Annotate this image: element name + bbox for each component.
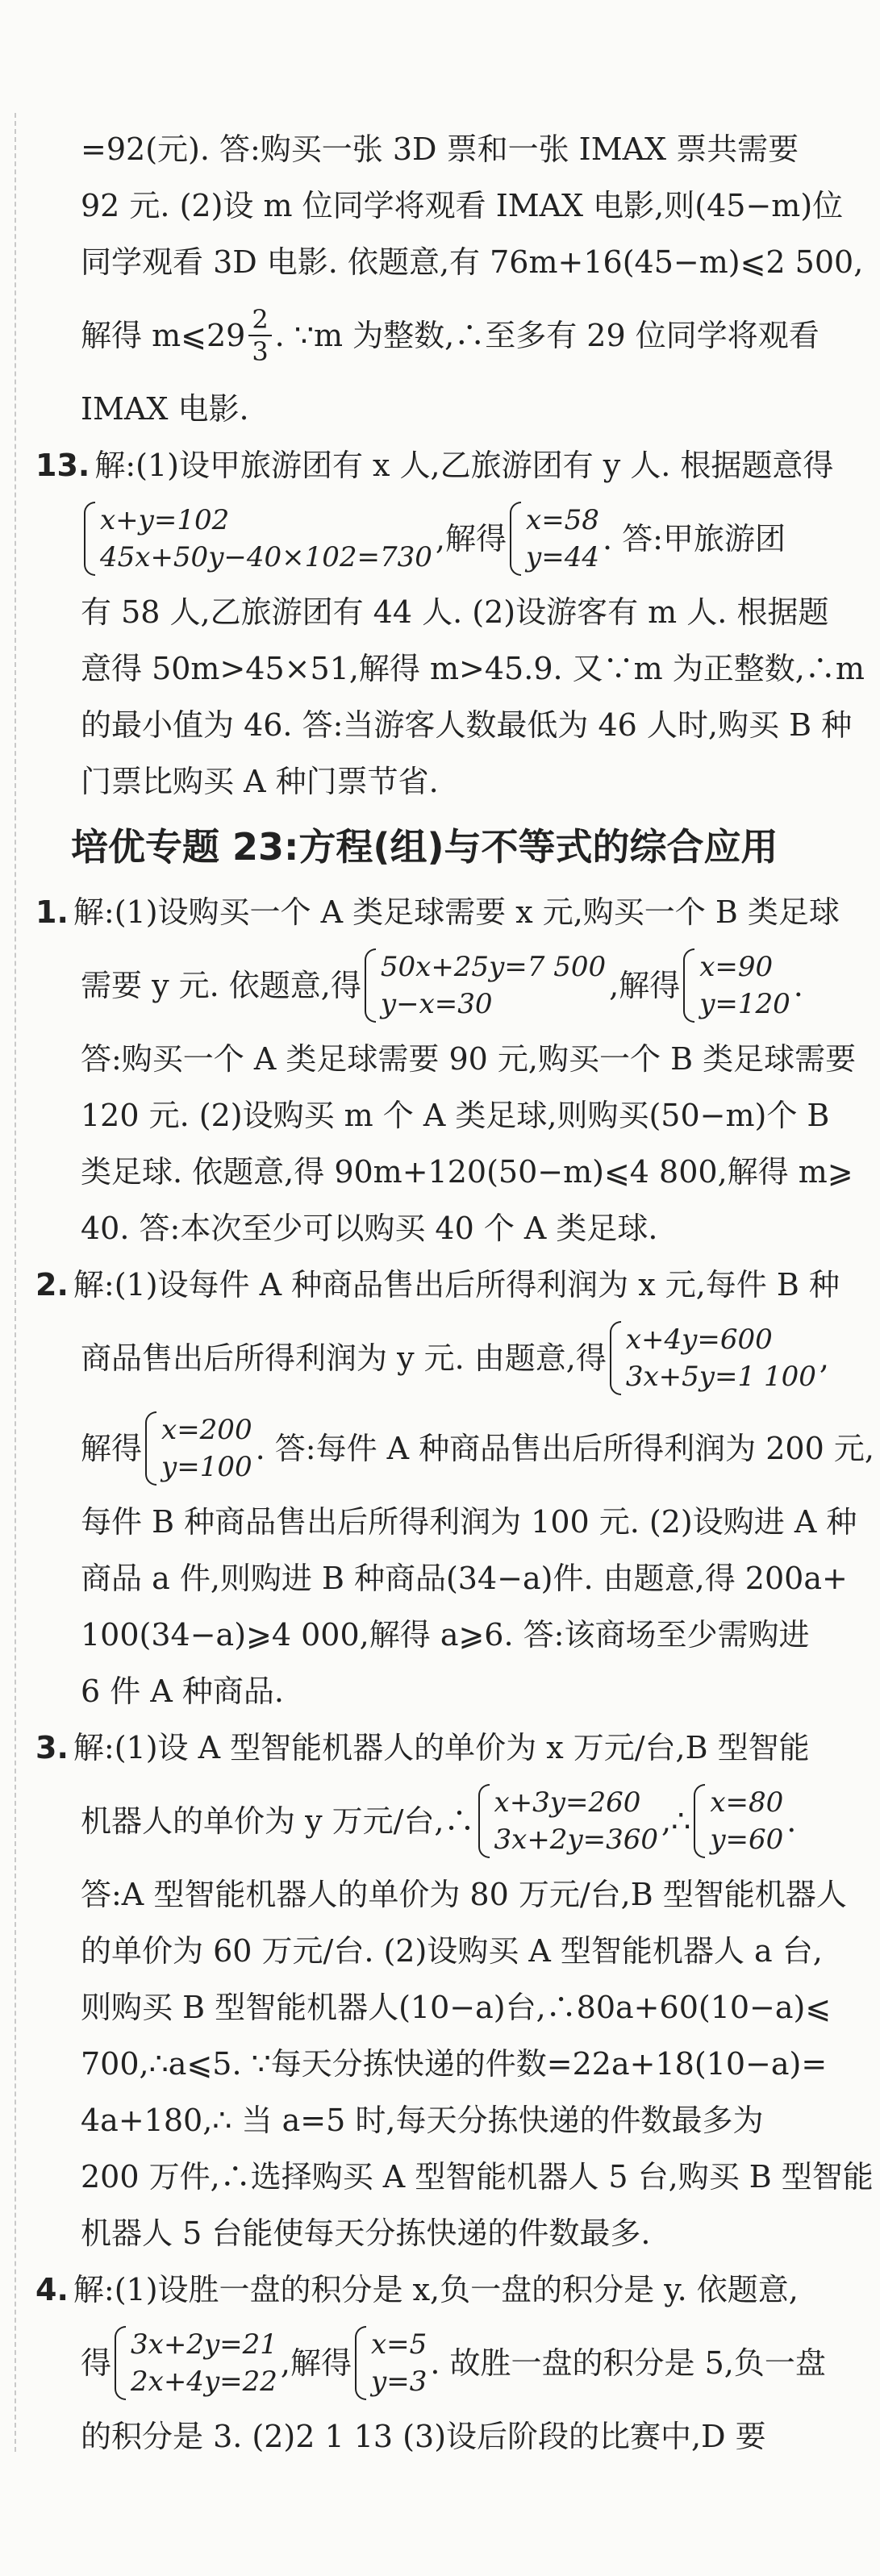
equation-line <box>35 1776 850 1866</box>
equation-line <box>35 2318 850 2408</box>
problem-3-line <box>35 1719 850 1776</box>
text-fragment: . 答:甲旅游团 <box>602 521 786 556</box>
problem-number: 1. <box>35 894 69 930</box>
text-fragment: ,∴ <box>661 1803 691 1839</box>
fraction-denominator: 3 <box>252 336 269 367</box>
equation: x=80 <box>710 1786 784 1819</box>
binding-margin-line <box>15 113 16 2452</box>
text-line: 同学观看 3D 电影. 依题意,有 76m+16(45−m)⩽2 500, <box>81 244 864 280</box>
text-fragment: 得 <box>81 2345 112 2381</box>
text-line: 120 元. (2)设购买 m 个 A 类足球,则购买(50−m)个 B <box>81 1098 830 1133</box>
text-fragment: 商品售出后所得利润为 y 元. 由题意,得 <box>81 1340 607 1376</box>
fraction <box>248 304 271 367</box>
equation-system <box>478 1784 659 1858</box>
text-line <box>35 290 850 381</box>
text-line: 则购买 B 型智能机器人(10−a)台,∴80a+60(10−a)⩽ <box>81 1990 832 2025</box>
equation: y−x=30 <box>380 988 493 1020</box>
text-fragment: 解:(1)设每件 A 种商品售出后所得利润为 x 元,每件 B 种 <box>73 1267 840 1303</box>
text-line: 机器人 5 台能使每天分拣快递的件数最多. <box>81 2215 651 2251</box>
left-brace <box>478 1784 490 1858</box>
text-line: 门票比购买 A 种门票节省. <box>81 764 439 799</box>
equation-system <box>145 1411 252 1486</box>
text-fragment: . 故胜一盘的积分是 5,负一盘 <box>430 2345 826 2381</box>
equation: y=60 <box>710 1824 784 1856</box>
equation-line <box>35 940 850 1031</box>
text-line: 每件 B 种商品售出后所得利润为 100 元. (2)设购进 A 种 <box>81 1504 857 1540</box>
text-line: 92 元. (2)设 m 位同学将观看 IMAX 电影,则(45−m)位 <box>81 188 844 223</box>
text-line: 200 万件,∴选择购买 A 型智能机器人 5 台,购买 B 型智能 <box>81 2159 874 2195</box>
equation-system <box>355 2326 427 2400</box>
left-brace <box>694 1784 705 1858</box>
equation: y=120 <box>699 988 790 1020</box>
equation: y=3 <box>371 2366 427 2398</box>
text-line: 商品 a 件,则购进 B 种商品(34−a)件. 由题意,得 200a+ <box>81 1561 848 1596</box>
text-line: 的最小值为 46. 答:当游客人数最低为 46 人时,购买 B 种 <box>81 707 853 743</box>
text-fragment: 解:(1)设胜一盘的积分是 x,负一盘的积分是 y. 依题意, <box>73 2272 799 2307</box>
left-brace <box>145 1411 156 1486</box>
equation: y=44 <box>526 541 599 573</box>
text-fragment: ,解得 <box>280 2345 352 2381</box>
text-line: 的积分是 3. (2)2 1 13 (3)设后阶段的比赛中,D 要 <box>81 2419 766 2454</box>
problem-4-line <box>35 2261 850 2318</box>
text-fragment: . <box>786 1803 797 1839</box>
text-fragment: 解得 <box>81 1431 143 1466</box>
text-fragment: 解:(1)设甲旅游团有 x 人,乙旅游团有 y 人. 根据题意得 <box>94 448 834 483</box>
problem-13-line <box>35 437 850 494</box>
equation: 50x+25y=7 500 <box>380 951 607 983</box>
equation-system <box>510 502 599 576</box>
text-fragment: ,解得 <box>609 968 681 1003</box>
left-brace <box>365 948 376 1023</box>
left-brace <box>84 502 95 576</box>
text-fragment: 解:(1)设 A 型智能机器人的单价为 x 万元/台,B 型智能 <box>73 1730 810 1765</box>
text-line: 答:A 型智能机器人的单价为 80 万元/台,B 型智能机器人 <box>81 1877 847 1912</box>
equation: 2x+4y=22 <box>131 2366 277 2398</box>
equation-system <box>610 1321 816 1395</box>
equation-system <box>84 502 432 576</box>
left-brace <box>683 948 694 1023</box>
text-line: IMAX 电影. <box>81 391 249 427</box>
answer-page <box>35 121 874 2465</box>
text-line: 700,∴a⩽5. ∵每天分拣快递的件数=22a+18(10−a)= <box>81 2046 828 2082</box>
text-line: 类足球. 依题意,得 90m+120(50−m)⩽4 800,解得 m⩾ <box>81 1154 853 1190</box>
equation: x+3y=260 <box>494 1786 641 1819</box>
left-brace <box>355 2326 366 2400</box>
text-line: 6 件 A 种商品. <box>81 1674 284 1709</box>
text-line: 答:购买一个 A 类足球需要 90 元,购买一个 B 类足球需要 <box>81 1041 857 1077</box>
text-line: 4a+180,∴ 当 a=5 时,每天分拣快递的件数最多为 <box>81 2103 764 2138</box>
left-brace <box>510 502 521 576</box>
section-title: 培优专题 23:方程(组)与不等式的综合应用 <box>71 825 778 869</box>
text-fragment: ,解得 <box>435 521 507 556</box>
equation-system <box>365 948 606 1023</box>
equation-line <box>35 494 850 584</box>
problem-2-line <box>35 1257 850 1313</box>
left-brace <box>115 2326 126 2400</box>
equation: 3x+2y=360 <box>494 1824 659 1856</box>
text-line: =92(元). 答:购买一张 3D 票和一张 IMAX 票共需要 <box>81 131 799 167</box>
problem-number: 13. <box>35 448 90 483</box>
text-fragment: , <box>819 1340 829 1376</box>
equation-system <box>694 1784 783 1858</box>
text-line: 100(34−a)⩾4 000,解得 a⩾6. 答:该商场至少需购进 <box>81 1617 810 1653</box>
text-line: 40. 答:本次至少可以购买 40 个 A 类足球. <box>81 1211 658 1246</box>
equation-line <box>35 1403 874 1494</box>
equation-system <box>683 948 790 1023</box>
equation: x+y=102 <box>100 504 230 536</box>
problem-number: 4. <box>35 2272 69 2307</box>
fraction-numerator: 2 <box>248 304 271 336</box>
problem-number: 2. <box>35 1267 69 1303</box>
text-fragment: . 答:每件 A 种商品售出后所得利润为 200 元, <box>255 1431 874 1466</box>
equation: x=200 <box>161 1414 252 1446</box>
text-line: 意得 50m>45×51,解得 m>45.9. 又∵m 为正整数,∴m <box>81 651 865 686</box>
problem-1-line <box>35 884 850 940</box>
problem-number: 3. <box>35 1730 69 1765</box>
text-fragment: . <box>793 968 803 1003</box>
equation: x=90 <box>699 951 774 983</box>
equation: x=58 <box>526 504 599 536</box>
text-fragment: 解:(1)设购买一个 A 类足球需要 x 元,购买一个 B 类足球 <box>73 894 840 930</box>
left-brace <box>610 1321 621 1395</box>
text-fragment: 解得 m⩽29 <box>81 318 246 353</box>
text-line: 有 58 人,乙旅游团有 44 人. (2)设游客有 m 人. 根据题 <box>81 594 829 630</box>
text-fragment: 需要 y 元. 依题意,得 <box>81 968 361 1003</box>
equation: y=100 <box>161 1451 252 1483</box>
equation: 45x+50y−40×102=730 <box>100 541 432 573</box>
text-fragment: . ∵m 为整数,∴至多有 29 位同学将观看 <box>274 318 820 353</box>
text-line: 的单价为 60 万元/台. (2)设购买 A 型智能机器人 a 台, <box>81 1933 823 1969</box>
text-fragment: 机器人的单价为 y 万元/台,∴ <box>81 1803 475 1839</box>
equation: 3x+2y=21 <box>131 2328 277 2361</box>
equation-line <box>35 1313 850 1403</box>
equation: x+4y=600 <box>625 1323 773 1356</box>
equation: x=5 <box>371 2328 427 2361</box>
equation-system <box>115 2326 277 2400</box>
equation: 3x+5y=1 100 <box>625 1361 816 1393</box>
